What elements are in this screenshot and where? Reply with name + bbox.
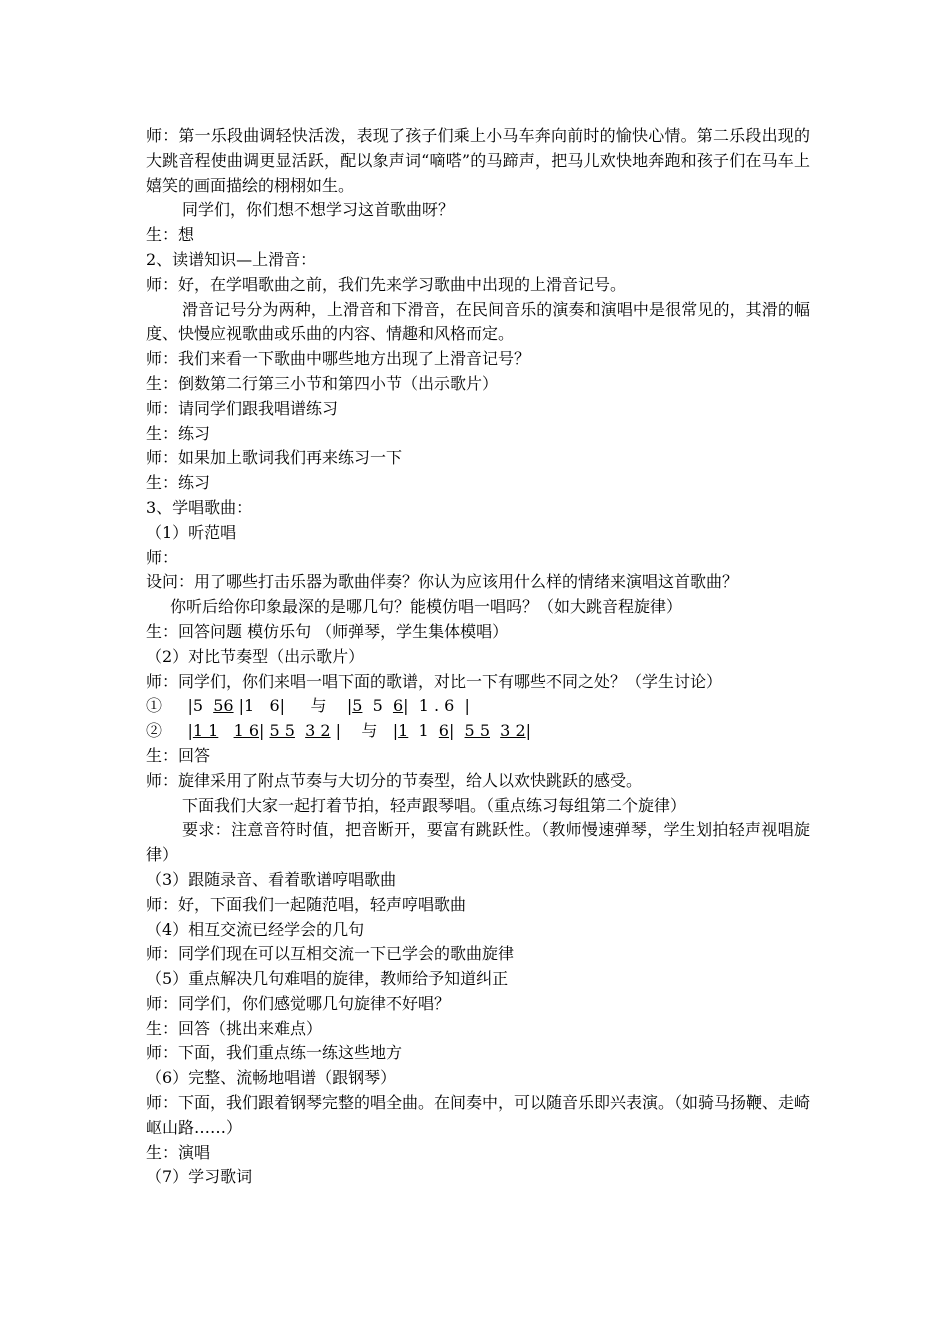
score-text: 1	[408, 721, 439, 741]
student-line: 生：练习	[146, 473, 211, 493]
teacher-line: 师：同学们，你们来唱一唱下面的歌谱，对比一下有哪些不同之处？（学生讨论）	[146, 671, 723, 691]
student-line: 生：回答问题 模仿乐句 （师弹琴，学生集体模唱）	[146, 621, 509, 641]
teacher-line: 师：同学们现在可以互相交流一下已学会的歌曲旋律	[146, 944, 515, 964]
score-text	[218, 721, 233, 740]
step-heading: （1）听范唱	[146, 522, 237, 542]
score-text: |	[525, 721, 532, 741]
score-underlined-notes: 56	[213, 696, 234, 716]
teacher-question: 同学们，你们想不想学习这首歌曲呀？	[182, 200, 455, 220]
score-underlined-notes: 6	[392, 696, 404, 716]
score-underlined-notes: 3 2	[305, 721, 331, 741]
teacher-line: 师：	[146, 547, 179, 567]
score-text: |5	[187, 696, 214, 716]
score-underlined-notes: 1	[398, 721, 409, 741]
rhythm-score-row-1	[146, 694, 810, 719]
student-line: 生：倒数第二行第三小节和第四小节（出示歌片）	[146, 373, 499, 393]
teacher-line: 师：好，下面我们一起随范唱，轻声哼唱歌曲	[146, 894, 467, 914]
student-line: 生：回答	[146, 745, 211, 765]
step-heading: （4）相互交流已经学会的几句	[146, 919, 365, 939]
teacher-line: 师：下面，我们重点练一练这些地方	[146, 1043, 403, 1063]
explanation-paragraph: 滑音记号分为两种，上滑音和下滑音，在民间音乐的演奏和演唱中是很常见的，其滑的幅度、快慢应视歌曲或乐曲的内容、情趣和风格而定。	[146, 299, 810, 344]
teacher-line: 师：请同学们跟我唱谱练习	[146, 398, 339, 418]
section-heading: 2、读谱知识—上滑音：	[146, 249, 317, 269]
teacher-line: 师：同学们，你们感觉哪几句旋律不好唱？	[146, 993, 451, 1013]
question-line: 设问：用了哪些打击乐器为歌曲伴奏？你认为应该用什么样的情绪来演唱这首歌曲？	[146, 572, 739, 592]
teacher-line: 师：下面，我们跟着钢琴完整的唱全曲。在间奏中，可以随音乐即兴表演。（如骑马扬鞭、走崎岖山路……）	[146, 1093, 811, 1137]
teacher-line: 师：如果加上歌词我们再来练习一下	[146, 448, 403, 468]
teacher-line: 师：旋律采用了附点节奏与大切分的节奏型，给人以欢快跳跃的感受。	[146, 770, 643, 790]
score-underlined-notes: 1 6	[233, 721, 260, 741]
score-underlined-notes: 6	[438, 721, 449, 741]
score-text: |1 6|	[233, 696, 286, 716]
score-text: 5	[362, 696, 393, 716]
score-number: ①	[146, 696, 163, 716]
lesson-plan-body	[146, 124, 810, 1190]
score-text	[490, 721, 500, 740]
score-underlined-notes: 5	[352, 696, 363, 716]
section-heading: 3、学唱歌曲：	[146, 497, 253, 517]
score-text: |	[448, 721, 465, 741]
step-heading: （5）重点解决几句难唱的旋律，教师给予知道纠正	[146, 969, 509, 989]
score-with-label: 与	[361, 721, 378, 741]
score-number: ②	[146, 721, 163, 741]
step-heading: （3）跟随录音、看着歌谱哼唱歌曲	[146, 869, 397, 889]
student-line: 生：练习	[146, 423, 211, 443]
score-text: |	[259, 721, 270, 741]
question-line: 你听后给你印象最深的是哪几句？能模仿唱一唱吗？（如大跳音程旋律）	[170, 597, 683, 617]
step-heading: （6）完整、流畅地唱谱（跟钢琴）	[146, 1068, 397, 1088]
rhythm-score-row-2	[146, 719, 810, 744]
requirement-paragraph: 要求：注意音符时值，把音断开，要富有跳跃性。（教师慢速弹琴，学生划拍轻声视唱旋律）	[146, 820, 810, 865]
score-text: |	[330, 721, 342, 741]
score-underlined-notes: 5 5	[269, 721, 295, 741]
teacher-line: 师：好，在学唱歌曲之前，我们先来学习歌曲中出现的上滑音记号。	[146, 274, 627, 294]
student-line: 生：想	[146, 225, 195, 245]
score-text: | 1 . 6 |	[403, 696, 470, 716]
score-text: |	[392, 721, 399, 741]
score-underlined-notes: 1 1	[192, 721, 219, 741]
score-underlined-notes: 5 5	[464, 721, 490, 741]
teacher-line: 师：第一乐段曲调轻快活泼，表现了孩子们乘上小马车奔向前时的愉快心情。第二乐段出现的大跳音程使曲调更显活跃，配以象声词“嘀嗒”的马蹄声，把马儿欢快地奔跑和孩子们在马车上嬉笑的画面描绘的栩栩如生。	[146, 126, 810, 195]
score-text: |	[187, 721, 193, 741]
student-line: 生：回答（挑出来难点）	[146, 1018, 323, 1038]
teacher-line: 师：我们来看一下歌曲中哪些地方出现了上滑音记号？	[146, 349, 531, 369]
step-heading: （7）学习歌词	[146, 1167, 253, 1187]
score-with-label: 与	[310, 696, 327, 716]
instruction-line: 下面我们大家一起打着节拍，轻声跟琴唱。（重点练习每组第二个旋律）	[182, 795, 687, 815]
step-heading: （2）对比节奏型（出示歌片）	[146, 646, 365, 666]
score-text: |	[346, 696, 353, 716]
student-line: 生：演唱	[146, 1142, 211, 1162]
score-underlined-notes: 3 2	[500, 721, 526, 741]
score-text	[295, 721, 305, 740]
